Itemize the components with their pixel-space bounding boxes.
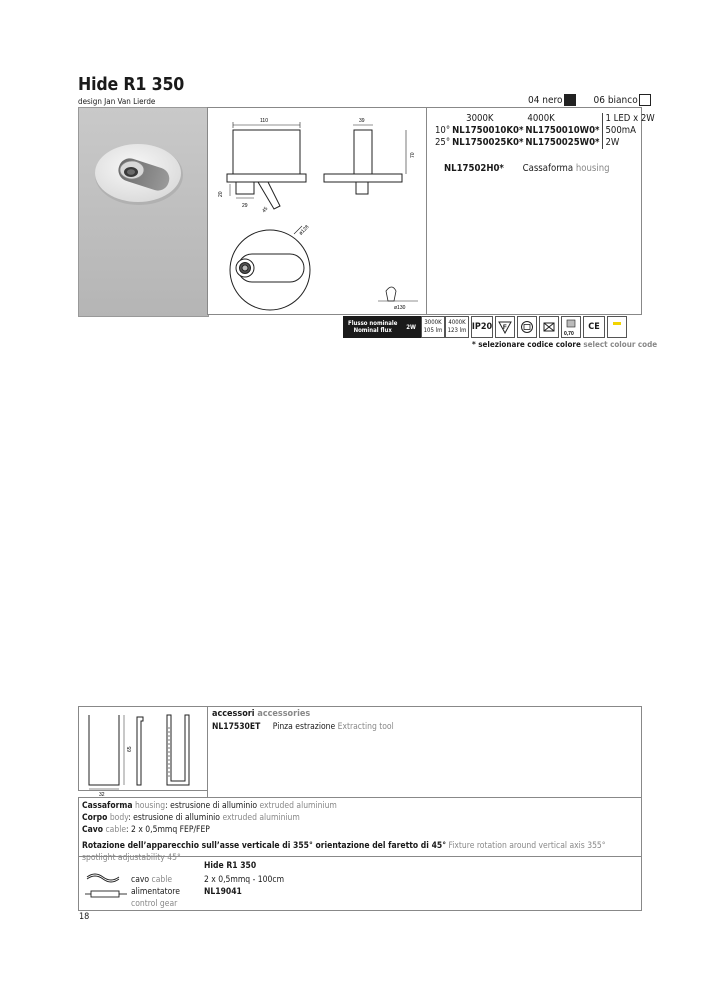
dim-d1: 20 xyxy=(218,191,224,197)
select-colour-note xyxy=(472,340,657,349)
color-swatch-black xyxy=(564,94,576,106)
accessories-panel xyxy=(207,706,642,798)
led-icon xyxy=(607,316,627,338)
accessory-name-en: Extracting tool xyxy=(337,722,394,732)
flux-3000 xyxy=(421,316,445,338)
desc-label-it: Corpo xyxy=(82,813,108,823)
desc-label-it: Cavo xyxy=(82,825,104,835)
spec-panel xyxy=(426,107,655,315)
flux-label xyxy=(343,316,421,338)
desc-line: Cavo cable: 2 x 0,5mmq FEP/FEP xyxy=(82,825,210,835)
desc-text-it: estrusione di alluminio xyxy=(170,801,258,811)
flux-4000-lm: 123 lm xyxy=(447,327,467,334)
desc-label-en: body xyxy=(109,813,129,823)
designer-credit: design Jan Van Lierde xyxy=(78,97,156,106)
accessories-title xyxy=(212,709,310,719)
spec-row xyxy=(435,125,657,137)
cable-driver-icon xyxy=(83,865,129,901)
spec-header-led: 1 LED x 2W xyxy=(602,113,657,125)
ip-rating: IP20 xyxy=(471,316,493,338)
spec-code-4000: NL1750010W0* xyxy=(525,125,600,136)
acc-dim-height: 65 xyxy=(127,746,133,752)
driver-icon xyxy=(517,316,537,338)
desc-label-en: cable xyxy=(105,825,127,835)
spec-row xyxy=(435,137,657,149)
housing-code: NL17502H0* xyxy=(444,163,504,174)
f-mark-icon xyxy=(495,316,515,338)
accessory-code: NL17530ET xyxy=(212,722,261,732)
dim-angle: 45 xyxy=(261,205,270,215)
desc-line: Corpo body: estrusione di alluminio extruded aluminium xyxy=(82,813,300,823)
desc-label-en: housing xyxy=(134,801,166,811)
spec-code-3000: NL1750010K0* xyxy=(452,125,524,136)
desc-text-it: estrusione di alluminio xyxy=(133,813,220,823)
cable-value: 2 x 0,5mmq - 100cm xyxy=(204,875,285,885)
housing-label-en: housing xyxy=(575,163,610,174)
flux-3000-lm: 105 lm xyxy=(423,327,443,334)
gear-label-en: control gear xyxy=(131,899,178,909)
spec-code-3000: NL1750025K0* xyxy=(452,137,524,148)
weight-icon xyxy=(561,316,581,338)
flux-4000-k: 4000K xyxy=(448,319,466,326)
dim-height: 70 xyxy=(410,152,416,158)
desc-line: Cassaforma housing: estrusione di alluminio extruded aluminium xyxy=(82,801,337,811)
spec-table xyxy=(435,113,657,149)
desc-label-it: Cassaforma xyxy=(82,801,133,811)
acc-dim-width: 32 xyxy=(99,792,105,797)
wiring-title: Hide R1 350 xyxy=(204,861,257,871)
select-note-en: select colour code xyxy=(583,340,658,349)
desc-text-en: extruded aluminium xyxy=(259,801,337,811)
spec-code-4000: NL1750025W0* xyxy=(525,137,600,148)
accessory-drawing xyxy=(78,706,208,797)
accessory-item xyxy=(212,722,394,732)
spec-header-3000: 3000K xyxy=(466,113,494,124)
page-number: 18 xyxy=(79,912,90,922)
no-cover-icon xyxy=(539,316,559,338)
weight-value: 0,70 xyxy=(564,331,574,337)
spec-info: 2W xyxy=(602,137,657,149)
flux-label-it: Flusso nominale xyxy=(348,320,398,327)
desc-rotation-en: Fixture rotation around vertical axis 355° spotlight adjustability 45° xyxy=(82,841,606,863)
color-label-black: 04 nero xyxy=(528,94,563,106)
materials-description xyxy=(78,797,642,863)
desc-text-en: extruded aluminium xyxy=(222,813,300,823)
gear-value: NL19041 xyxy=(204,887,242,897)
color-swatch-white xyxy=(639,94,651,106)
drawing-svg xyxy=(208,108,426,314)
product-title: Hide R1 350 xyxy=(78,74,185,95)
color-options xyxy=(528,94,651,106)
flux-3000-k: 3000K xyxy=(424,319,442,326)
spec-info: 500mA xyxy=(602,125,657,137)
dim-d2: 29 xyxy=(242,203,248,209)
ce-mark: CE xyxy=(583,316,605,338)
dim-side: 39 xyxy=(359,118,365,124)
dim-diameter: ø128 xyxy=(298,224,311,237)
technical-drawing xyxy=(207,107,427,315)
spec-header-4000: 4000K xyxy=(527,113,555,124)
cable-label-en: cable xyxy=(151,875,173,885)
accessory-name-it: Pinza estrazione xyxy=(272,722,336,732)
extracting-tool-drawing xyxy=(79,707,207,797)
wiring-panel xyxy=(78,856,642,911)
housing-label-it: Cassaforma xyxy=(522,163,574,174)
accessories-title-it: accessori xyxy=(212,709,255,719)
cable-label-it: cavo xyxy=(131,875,150,885)
spec-angle: 25° xyxy=(435,137,451,148)
desc-text-it: 2 x 0,5mmq FEP/FEP xyxy=(131,825,210,835)
housing-row xyxy=(444,163,610,174)
accessories-title-en: accessories xyxy=(257,709,311,719)
dim-cutout: ø130 xyxy=(394,305,406,311)
flux-4000 xyxy=(445,316,469,338)
product-photo xyxy=(78,107,209,317)
gear-label-it: alimentatore xyxy=(131,887,180,897)
flux-power: 2W xyxy=(406,323,416,331)
select-note-it: * selezionare codice colore xyxy=(472,340,581,349)
dim-width: 110 xyxy=(260,118,268,124)
spec-angle: 10° xyxy=(435,125,451,136)
cable-label xyxy=(131,875,172,885)
product-render xyxy=(79,108,208,316)
flux-label-en: Nominal flux xyxy=(353,327,392,334)
color-label-white: 06 bianco xyxy=(593,94,638,106)
f-mark-text: F xyxy=(503,325,507,331)
flux-cert-bar xyxy=(343,316,627,338)
desc-rotation-it: Rotazione dell’apparecchio sull’asse verticale di 355° orientazione del faretto di 45° xyxy=(82,841,447,851)
